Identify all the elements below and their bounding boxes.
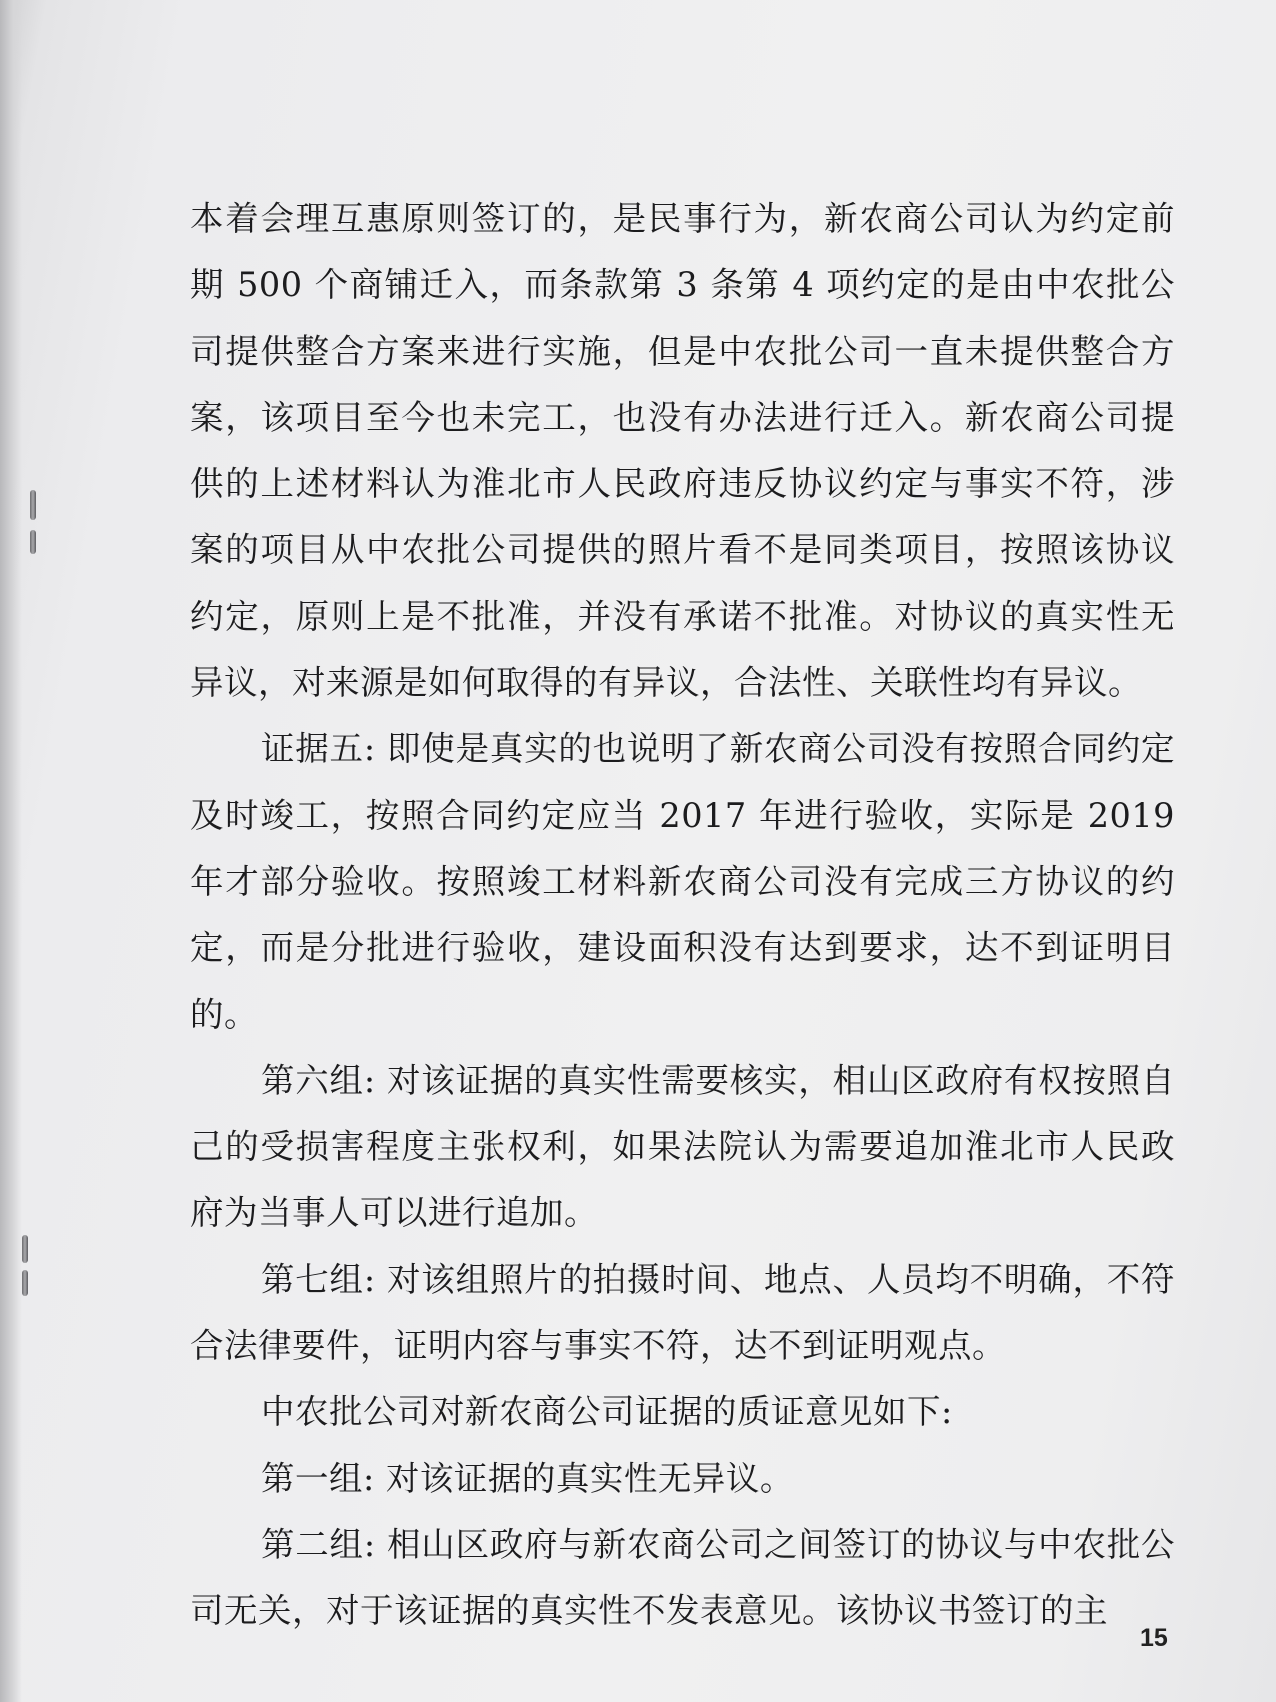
binding-staple xyxy=(22,1270,28,1296)
binding-staple xyxy=(22,1235,28,1263)
document-body xyxy=(190,186,1175,1645)
paragraph-group-two: 第二组: 相山区政府与新农商公司之间签订的协议与中农批公司无关，对于该证据的真实性不发表意见。该协议书签订的主 xyxy=(190,1524,1175,1631)
paragraph-continuation: 本着会理互惠原则签订的，是民事行为，新农商公司认为约定前期 500 个商铺迁入，而条款第 3 条第 4 项约定的是由中农批公司提供整合方案来进行实施，但是中农批公司一直未提供整合方案，该项目至今也未完工，也没有办法进行迁入。新农商公司提供的上述材料认为淮北市人民政府违反协议约定与事实不符，涉案的项目从中农批公司提供的照片看不是同类项目，按照该协议约定，原则上是不批准，并没有承诺不批准。对协议的真实性无异议，对来源是如何取得的有异议，合法性、关联性均有异议。 xyxy=(190,199,1175,703)
page-number: 15 xyxy=(1140,1624,1168,1652)
paragraph-cross-exam-intro: 中农批公司对新农商公司证据的质证意见如下: xyxy=(261,1392,953,1432)
paragraph-group-one: 第一组: 对该证据的真实性无异议。 xyxy=(261,1458,794,1498)
paragraph-evidence-five: 证据五: 即使是真实的也说明了新农商公司没有按照合同约定及时竣工，按照合同约定应当 2017 年进行验收，实际是 2019 年才部分验收。按照竣工材料新农商公司没有完成三方协议的约定，而是分批进行验收，建设面积没有达到要求，达不到证明目的。 xyxy=(190,729,1175,1034)
binding-staple xyxy=(30,490,36,520)
page-edge-shadow xyxy=(0,0,22,1702)
paragraph-group-six: 第六组: 对该证据的真实性需要核实，相山区政府有权按照自己的受损害程度主张权利，如果法院认为需要追加淮北市人民政府为当事人可以进行追加。 xyxy=(190,1060,1175,1233)
paragraph-group-seven: 第七组: 对该组照片的拍摄时间、地点、人员均不明确，不符合法律要件，证明内容与事实不符，达不到证明观点。 xyxy=(190,1259,1175,1366)
binding-staple xyxy=(30,530,36,554)
